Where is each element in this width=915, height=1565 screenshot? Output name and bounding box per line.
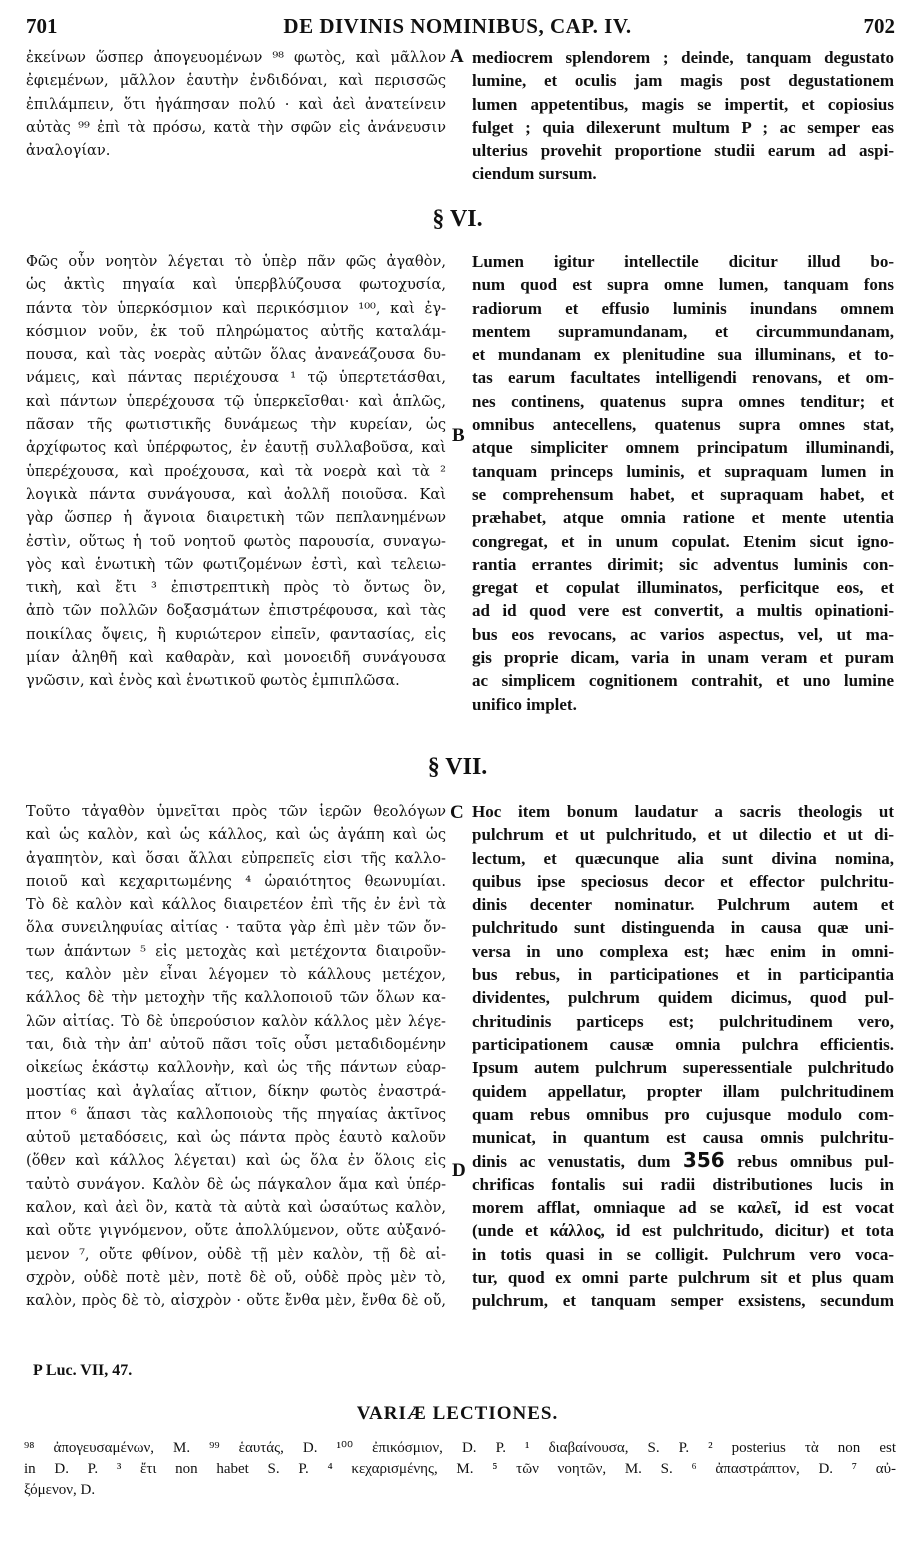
greek-line: καλὸν, πρὸς δὲ τὸ, αἰσχρὸν · οὔτε ἔνθα μὲν, ἔνθα δὲ οὔ, [26,1292,446,1310]
greek-line: καὶ οὔτε γιγνόμενον, οὔτε ἀπολλύμενον, οὔτε αὐξανό- [26,1222,446,1240]
latin-line: participationem causæ omnia pulchra efficientis. [472,1034,894,1054]
margin-letter-c: C [450,802,464,823]
greek-line: τικὴ, καὶ ἔτι ³ ἐπιστρεπτικὴ πρὸς τὸ ὄντως ὂν, [26,579,446,597]
page-number-right: 702 [863,14,895,38]
greek-line: αὐτοῦ μεταδόσεις, καὶ ὡς πάντα πρὸς ἑαυτὸ καλοῦν [26,1129,446,1147]
greek-line: μοστίας καὶ ἀγλαΐας αἴτιον, δίκην φωτὸς ἐναστρά- [26,1082,446,1100]
greek-line: ται, διὰ τὴν ἀπ' αὐτοῦ πᾶσι τοῖς οὖσι μεταδιδομένην [26,1035,446,1053]
greek-line: των ἁπάντων ⁵ εἰς μετοχὰς καὶ μετέχοντα διαιροῦν- [26,942,446,960]
greek-line: ἐφιεμένων, μᾶλλον ἑαυτὴν ἐνδιδόναι, καὶ περισσῶς [26,72,446,90]
variant-line: ⁹⁸ ἀπογευσαμένων, M. ⁹⁹ ἑαυτάς, D. ¹⁰⁰ ἐπικόσμιον, D. P. ¹ διαβαίνουσα, S. P. ² posterius τὰ non est [24,1440,896,1456]
latin-line: tur, quod ex omni parte pulchrum sit et plus quam [472,1267,894,1287]
greek-line: πτον ⁶ ἅπασι τὰς καλλοποιοὺς τῆς πηγαίας ἀκτῖνος [26,1105,446,1123]
greek-line: αὐτὰς ⁹⁹ ἐπὶ τὰ πρόσω, κατὰ τὴν σφῶν εἰς ἀνάνευσιν [26,118,446,136]
column-number: 356 [682,1148,725,1173]
greek-line: πάντα τὸν ὑπερκόσμιον καὶ περικόσμιον ¹⁰⁰, καὶ ἐγ- [26,299,446,317]
greek-line: γὸς καὶ ἑνωτικὴ τῶν φωτιζομένων ἐστὶ, καὶ τελειω- [26,555,446,573]
section-heading-vi: § VI. [432,206,483,232]
latin-line: omnibus antecellens, quatenus supra omnes stat, [472,415,894,435]
latin-line: præhabet, atque omnia ratione et mente utentia [472,508,894,528]
greek-column-section6 [26,250,446,693]
latin-line: ciendum sursum. [472,164,597,184]
greek-line: ὡς ἀκτὶς πηγαία καὶ ὑπερβλύζουσα φωτοχυσία, [26,276,446,294]
greek-line: Φῶς οὖν νοητὸν λέγεται τὸ ὑπὲρ πᾶν φῶς ἀγαθὸν, [26,253,446,270]
greek-line: ἀναλογίαν. [26,142,111,160]
latin-line: versa in uno complexa est; hæc enim in omni- [472,941,894,961]
greek-line: μενον ⁷, οὔτε φθίνον, οὐδὲ τῇ μὲν καλὸν, τῇ δὲ αἰ- [26,1245,446,1263]
latin-line: quibus ipse speciosus decor et effector pulchritu- [472,871,894,891]
latin-line: atque simpliciter omnem principatum illuminandi, [472,438,894,458]
latin-line: chritudinis particeps est; pulchritudinem vero, [472,1011,894,1031]
footnote: P Luc. VII, 47. [33,1362,133,1379]
latin-line: ulterius provehit proportione studii earum ad aspi- [472,141,894,161]
variae-lectiones-title: VARIÆ LECTIONES. [356,1403,559,1424]
latin-line-with-column-number [472,1149,894,1172]
latin-line: pulchritudo sunt distinguenda in causa quæ uni- [472,918,894,938]
running-title: DE DIVINIS NOMINIBUS, CAP. IV. [283,14,632,38]
latin-line: bus rebus, in participationes et in participantia [472,965,894,985]
greek-line: ταὐτὸ συνάγον. Καλὸν δὲ ὡς πάγκαλον ἅμα καὶ ὑπέρ- [26,1175,446,1193]
latin-line: bus eos revocans, ac varios aspectus, vel, ut ma- [472,624,894,644]
greek-line: (ὅθεν καὶ κάλλος λέγεται) καὶ ὡς ὅλα ἐν ὅλοις εἰς [26,1152,446,1170]
greek-line: Τοῦτο τἀγαθὸν ὑμνεῖται πρὸς τῶν ἱερῶν θεολόγων [26,803,446,820]
greek-line: κάλλος δὲ τὴν μετοχὴν τῆς καλλοποιοῦ τῶν ὅλων κα- [26,989,446,1007]
greek-line: ποικίλας ὄψεις, ἢ κυριώτερον εἰπεῖν, φαντασίας, εἰς [26,625,446,643]
latin-line: dinis decenter nominatur. Pulchrum autem et [472,895,894,915]
variant-line: ξόμενον, D. [24,1482,96,1498]
latin-line: gis proprie dicam, varia in unam veram et puram [472,648,894,668]
greek-line: πᾶσαν τῆς φωτιστικῆς δυνάμεως τὴν κυρείαν, ὡς [26,416,446,434]
latin-line: mediocrem splendorem ; deinde, tanquam degustato [472,48,894,67]
section-heading-vii: § VII. [427,754,488,780]
latin-line: chrificas fontalis sui radii distributiones lucis in [472,1174,894,1194]
latin-line: Ipsum autem pulchrum superessentiale pulchritudo [472,1058,894,1078]
greek-line: ἀρχίφωτος καὶ ὑπέρφωτος, ἐν ἑαυτῇ συλλαβοῦσα, καὶ [26,439,446,457]
latin-line-part: rebus omnibus pul- [737,1152,895,1172]
latin-line: lectum, et quæcunque alia sunt divina nomina, [472,848,894,868]
greek-line: ὅλα συνειληφυίας αἰτίας · ταῦτα γὰρ ἐπὶ μὲν τῶν ὄν- [26,919,446,937]
greek-line: κόσμιον νοῦν, ἐκ τοῦ πληρώματος αὐτῆς καταλάμ- [26,322,446,340]
greek-line: λῶν αἰτίας. Τὸ δὲ ὑπερούσιον καλὸν κάλλος μὲν λέγε- [26,1012,446,1030]
margin-letter-b: B [452,425,465,446]
greek-line: ὑπερέχουσα, καὶ προέχουσα, καὶ τὰ νοερὰ καὶ τὰ ² [26,462,446,480]
greek-line: καὶ πάντων ὑπερέχουσα τῷ ὑπερκεῖσθαι· καὶ ἁπλῶς, [26,392,446,410]
latin-line: num quod est supra omne lumen, tanquam fons [472,275,894,295]
latin-line: Hoc item bonum laudatur a sacris theologis ut [472,802,894,821]
greek-line: ἀπὸ τῶν πολλῶν δοξασμάτων ἐπιστρέφουσα, καὶ τὰς [26,602,446,620]
variae-lectiones [24,1438,896,1501]
greek-column-section7 [26,800,446,1313]
latin-line: quidem appellatur, propter illam pulchritudinem [472,1081,894,1101]
latin-line: pulchrum et ut pulchritudo, et ut dilectio et ut di- [472,825,894,845]
latin-line: mentem supramundanam, et circummundanam, [472,321,894,341]
running-header [0,12,915,40]
latin-line: quam rebus omnibus pro cujusque modulo com- [472,1104,894,1124]
latin-line: Lumen igitur intellectile dicitur illud bo- [472,252,894,271]
latin-line: unifico implet. [472,694,577,714]
greek-line: ἐστὶν, οὕτως ἡ τοῦ νοητοῦ φωτὸς παρουσία, συναγω- [26,532,446,550]
latin-line: et mundanam ex plenitudine sua illuminans, et to- [472,345,894,365]
greek-line: Τὸ δὲ καλὸν καὶ κάλλος διαιρετέον ἐπὶ τῆς ἐν ἑνὶ τὰ [26,896,446,914]
latin-line: gregat et copulat illuminatos, perficitque eos, et [472,578,894,598]
latin-line: tanquam princeps luminis, et supraquam lumen in [472,461,894,481]
greek-line: γνῶσιν, καὶ ἑνὸς καὶ ἑνωτικοῦ φωτὸς ἐμπιπλῶσα. [26,672,400,690]
latin-column-block1 [472,46,894,186]
latin-line: morem afflat, omniaque ad se καλεῖ, id est vocat [472,1198,894,1218]
latin-line: tas earum facultates intelligendi renovans, et om- [472,368,894,388]
page-number-left: 701 [26,14,58,38]
latin-line: in totis quasi in se colligit. Pulchrum vero voca- [472,1244,894,1264]
margin-letter-d: D [452,1160,466,1181]
greek-line: ἀγαπητὸν, καὶ ὅσαι ἄλλαι εὐπρεπεῖς εἰσι τῆς καλλο- [26,849,446,867]
greek-line: πουσα, καὶ τὰς νοερὰς αὐτῶν ὅλας ἀνανεάζουσα δυ- [26,346,446,364]
latin-line: fulget ; quia dilexerunt multum P ; ac semper eas [472,117,894,137]
greek-line: ἐκείνων ὥσπερ ἀπογευομένων ⁹⁸ φωτὸς, καὶ μᾶλλον [26,49,446,66]
latin-line: radiorum et effusio luminis inundans omnem [472,298,894,318]
greek-column-block1 [26,46,446,162]
greek-line: γὰρ ὥσπερ ἡ ἄγνοια διαιρετικὴ τῶν πεπλανημένων [26,509,446,527]
greek-line: σχρὸν, οὐδὲ ποτὲ μὲν, ποτὲ δὲ οὔ, οὐδὲ πρὸς μὲν τὸ, [26,1268,446,1286]
greek-line: καλον, καὶ ἀεὶ ὂν, κατὰ τὰ αὐτὰ καὶ ὡσαύτως καλὸν, [26,1199,446,1217]
greek-line: οἰκείως ἑκάστῳ καλλονὴν, καὶ ὡς τῆς πάντων εὐαρ- [26,1059,446,1077]
greek-line: νάμεις, καὶ πάντας περιέχουσα ¹ τῷ ὑπερτετάσθαι, [26,369,446,387]
latin-line: congregat, et in unum copulat. Etenim sicut igno- [472,531,894,551]
greek-line: λογικὰ πάντα συνάγουσα, καὶ ἀολλῆ ποιοῦσα. Καὶ [26,485,446,503]
variant-line: in D. P. ³ ἔτι non habet S. P. ⁴ κεχαρισμένης, M. ⁵ τῶν νοητῶν, M. S. ⁶ ἀπαστράπτον, D. ⁷ αὐ- [24,1461,896,1477]
greek-line: καὶ ὡς καλὸν, καὶ ὡς κάλλος, καὶ ὡς ἀγάπη καὶ ὡς [26,826,446,844]
latin-line: se comprehensum habet, et supraquam habet, et [472,484,894,504]
greek-line: τες, καλὸν μὲν εἶναι λέγομεν τὸ κάλλους μετέχον, [26,966,446,984]
margin-letter-a: A [450,46,464,67]
latin-line: pulchrum, et tanquam semper exsistens, secundum [472,1291,894,1311]
latin-line: ad id quod vere est convertit, a multis opinationi- [472,601,894,621]
greek-line: ποιοῦ καὶ κεχαριτωμένης ⁴ ὡραιότητος θεωνυμίαι. [26,872,446,890]
latin-line-part: dinis ac venustatis, dum [472,1152,671,1172]
latin-column-section6 [472,250,894,716]
latin-line: (unde et κάλλος, id est pulchritudo, dicitur) et tota [472,1221,894,1241]
latin-column-section7 [472,800,894,1313]
latin-line: nes continens, quatenus supra omnes tenditur; et [472,391,894,411]
greek-line: μίαν ἀληθῆ καὶ καθαρὰν, καὶ μονοειδῆ συνάγουσα [26,649,446,667]
latin-line: dividentes, pulchrum quidem dicimus, quod pul- [472,988,894,1008]
greek-line: ἐπιλάμπειν, ὅτι ἠγάπησαν πολύ · καὶ ἀεὶ ἀνατείνειν [26,95,446,113]
latin-line: lumine, et oculis jam magis post degustationem [472,71,894,91]
latin-line: rantia errantes dirimit; sic adventus luminis con- [472,554,894,574]
latin-line: municat, in quantum est causa omnis pulchritu- [472,1128,894,1148]
latin-line: lumen appetentibus, magis se impertit, et copiosius [472,94,894,114]
latin-line: ac simplicem cognitionem contrahit, et uno lumine [472,671,894,691]
